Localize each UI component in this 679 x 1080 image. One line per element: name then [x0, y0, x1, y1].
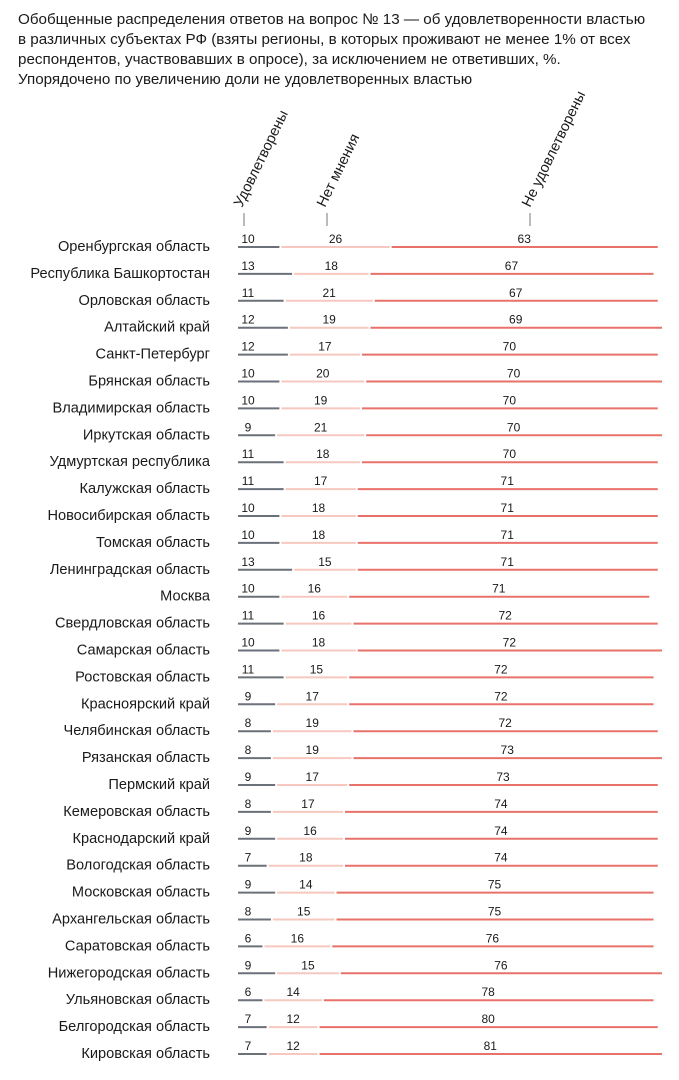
value-label-no-opinion: 18: [311, 635, 326, 650]
value-label-satisfied: 8: [244, 904, 252, 919]
region-label: Рязанская область: [81, 750, 210, 767]
chart-row: [65, 931, 654, 954]
region-label: Красноярский край: [80, 696, 210, 713]
value-label-not-satisfied: 71: [500, 474, 514, 489]
region-label: Вологодская область: [66, 857, 210, 874]
value-label-not-satisfied: 71: [500, 527, 514, 542]
value-label-not-satisfied: 75: [487, 877, 502, 892]
region-label: Томская область: [95, 534, 210, 551]
region-label: Самарская область: [76, 642, 210, 659]
chart-row: [81, 1039, 662, 1062]
value-label-no-opinion: 21: [322, 285, 336, 300]
value-label-no-opinion: 26: [328, 232, 343, 246]
value-label-no-opinion: 15: [318, 554, 332, 569]
value-label-not-satisfied: 76: [494, 958, 508, 973]
chart-row: [53, 393, 658, 416]
chart-row: [66, 985, 654, 1008]
chart-row: [55, 609, 658, 632]
value-label-satisfied: 10: [241, 635, 255, 650]
region-label: Кемеровская область: [63, 803, 210, 820]
value-label-no-opinion: 18: [299, 850, 313, 865]
chart-row: [63, 797, 657, 820]
value-label-satisfied: 12: [241, 339, 255, 354]
chart-row: [96, 528, 658, 551]
value-label-satisfied: 10: [241, 366, 255, 381]
region-label: Брянская область: [88, 373, 210, 390]
value-label-no-opinion: 18: [324, 258, 338, 273]
value-label-no-opinion: 16: [303, 823, 317, 838]
region-label: Саратовская область: [64, 938, 210, 955]
value-label-no-opinion: 18: [311, 527, 326, 542]
value-label-no-opinion: 18: [311, 501, 326, 515]
value-label-no-opinion: 16: [307, 581, 321, 596]
region-label: Свердловская область: [54, 615, 210, 632]
column-header-no-opinion: Нет мнения: [314, 131, 364, 210]
chart-row: [59, 1012, 658, 1035]
value-label-satisfied: 8: [244, 716, 252, 731]
chart-row: [72, 878, 654, 901]
chart-row: [50, 555, 658, 578]
value-label-satisfied: 8: [244, 743, 252, 758]
value-label-no-opinion: 14: [299, 877, 313, 892]
region-label: Краснодарский край: [72, 830, 210, 847]
value-label-no-opinion: 18: [316, 447, 330, 462]
value-label-satisfied: 10: [241, 501, 255, 515]
value-label-not-satisfied: 72: [502, 635, 517, 650]
chart-row: [30, 259, 653, 282]
region-label: Калужская область: [79, 481, 210, 498]
value-label-satisfied: 9: [244, 877, 252, 892]
value-label-satisfied: 9: [244, 823, 252, 838]
region-label: Орловская область: [78, 292, 210, 309]
region-label: Оренбургская область: [57, 239, 210, 255]
title-line-3: респондентов, участвовавших в опросе), за исключением не ответивших, %.: [18, 51, 561, 68]
value-label-no-opinion: 17: [318, 339, 332, 354]
value-label-not-satisfied: 78: [481, 985, 495, 1000]
value-label-not-satisfied: 73: [496, 770, 510, 784]
region-label: Ульяновская область: [65, 992, 210, 1009]
value-label-not-satisfied: 70: [502, 447, 517, 462]
value-label-not-satisfied: 70: [502, 339, 517, 354]
column-header-satisfied: Удовлетворены: [231, 107, 292, 210]
value-label-satisfied: 10: [241, 581, 255, 596]
value-label-no-opinion: 16: [311, 608, 326, 623]
value-label-no-opinion: 12: [286, 1012, 300, 1027]
column-headers: [231, 89, 589, 226]
value-label-not-satisfied: 70: [506, 366, 521, 381]
value-label-satisfied: 8: [244, 796, 252, 811]
value-label-not-satisfied: 72: [498, 716, 512, 731]
value-label-no-opinion: 19: [322, 312, 336, 327]
value-label-no-opinion: 17: [305, 689, 319, 704]
chart-row: [88, 367, 662, 390]
value-label-not-satisfied: 74: [494, 796, 508, 811]
value-label-satisfied: 11: [241, 474, 255, 489]
value-label-not-satisfied: 72: [494, 689, 508, 704]
value-label-not-satisfied: 67: [504, 258, 519, 273]
value-label-no-opinion: 12: [286, 1039, 300, 1053]
chart-row: [82, 743, 662, 766]
value-label-no-opinion: 17: [305, 770, 319, 784]
chart-row: [52, 905, 653, 928]
title-line-2: в различных субъектах РФ (взяты регионы, в которых проживают не менее 1% от всех: [18, 31, 631, 48]
region-label: Белгородская область: [58, 1019, 210, 1036]
chart-row: [50, 447, 658, 470]
chart-row: [66, 851, 658, 874]
value-label-satisfied: 13: [241, 554, 255, 569]
value-label-no-opinion: 15: [301, 958, 315, 973]
value-label-satisfied: 9: [244, 420, 252, 435]
value-label-not-satisfied: 71: [500, 501, 514, 515]
column-header-not-satisfied: Не удовлетворены: [519, 88, 590, 210]
region-label: Иркутская область: [82, 427, 210, 444]
value-label-no-opinion: 14: [286, 985, 300, 1000]
value-label-not-satisfied: 76: [485, 931, 500, 946]
value-label-satisfied: 11: [241, 662, 255, 677]
value-label-satisfied: 13: [241, 258, 255, 273]
value-label-not-satisfied: 80: [481, 1012, 495, 1027]
value-label-not-satisfied: 71: [500, 554, 514, 569]
chart-row: [104, 313, 662, 336]
region-label: Кировская область: [81, 1046, 210, 1062]
chart-row: [160, 582, 649, 605]
value-label-not-satisfied: 70: [502, 393, 517, 408]
value-label-satisfied: 9: [244, 958, 252, 973]
chart-row: [96, 340, 658, 363]
chart-row: [81, 689, 654, 712]
chart-row: [48, 958, 662, 981]
value-label-satisfied: 11: [241, 285, 255, 300]
value-label-not-satisfied: 74: [494, 823, 508, 838]
region-label: Нижегородская область: [47, 965, 210, 982]
chart-row: [64, 716, 658, 739]
region-label: Алтайский край: [104, 319, 210, 336]
value-label-not-satisfied: 63: [517, 232, 531, 246]
region-label: Пермский край: [108, 777, 210, 793]
value-label-satisfied: 9: [244, 770, 252, 784]
chart-row: [77, 636, 662, 659]
region-label: Московская область: [71, 884, 210, 901]
region-label: Удмуртская республика: [49, 454, 210, 471]
value-label-satisfied: 11: [241, 608, 255, 623]
value-label-no-opinion: 15: [309, 662, 324, 677]
value-label-satisfied: 10: [241, 232, 255, 246]
chart-row: [79, 286, 658, 309]
region-label: Ростовская область: [75, 669, 210, 686]
region-label: Ленинградская область: [49, 561, 210, 578]
value-label-not-satisfied: 67: [509, 285, 523, 300]
chart-row: [83, 420, 662, 443]
region-label: Санкт-Петербург: [95, 346, 210, 363]
value-label-not-satisfied: 71: [492, 581, 506, 596]
value-label-not-satisfied: 70: [506, 420, 521, 435]
value-label-satisfied: 11: [241, 447, 255, 462]
region-label: Республика Башкортостан: [30, 265, 210, 282]
value-label-not-satisfied: 75: [487, 904, 502, 919]
value-label-satisfied: 7: [244, 1012, 252, 1027]
value-label-satisfied: 6: [244, 985, 252, 1000]
value-label-no-opinion: 17: [314, 474, 328, 489]
title-line-1: Обобщенные распределения ответов на вопрос № 13 — об удовлетворенности властью: [18, 11, 646, 28]
value-label-no-opinion: 17: [301, 796, 315, 811]
region-label: Москва: [160, 588, 210, 605]
value-label-no-opinion: 19: [305, 743, 319, 758]
chart-rows: [30, 232, 662, 1062]
value-label-satisfied: 10: [241, 527, 255, 542]
chart-row: [73, 824, 658, 847]
value-label-no-opinion: 15: [297, 904, 311, 919]
value-label-not-satisfied: 74: [494, 850, 508, 865]
chart-row: [75, 662, 653, 685]
value-label-satisfied: 10: [241, 393, 255, 408]
value-label-no-opinion: 19: [314, 393, 328, 408]
value-label-not-satisfied: 73: [500, 743, 514, 758]
region-label: Челябинская область: [63, 723, 210, 740]
value-label-satisfied: 12: [241, 312, 255, 327]
chart-row: [58, 232, 658, 255]
value-label-no-opinion: 21: [314, 420, 328, 435]
value-label-satisfied: 6: [244, 931, 252, 946]
chart-row: [108, 770, 657, 793]
value-label-satisfied: 9: [244, 689, 252, 704]
value-label-no-opinion: 19: [305, 716, 319, 731]
value-label-not-satisfied: 72: [494, 662, 508, 677]
value-label-not-satisfied: 69: [509, 312, 523, 327]
region-label: Архангельская область: [52, 911, 210, 928]
value-label-satisfied: 7: [244, 1039, 252, 1053]
region-label: Владимирская область: [52, 400, 210, 417]
chart-row: [47, 501, 657, 524]
value-label-not-satisfied: 81: [483, 1039, 497, 1053]
region-label: Новосибирская область: [47, 508, 210, 524]
value-label-no-opinion: 16: [290, 931, 305, 946]
chart-row: [80, 474, 658, 497]
value-label-satisfied: 7: [244, 850, 252, 865]
value-label-no-opinion: 20: [316, 366, 330, 381]
title-line-4: Упорядочено по увеличению доли не удовлетворенных властью: [18, 71, 473, 88]
value-label-not-satisfied: 72: [498, 608, 512, 623]
